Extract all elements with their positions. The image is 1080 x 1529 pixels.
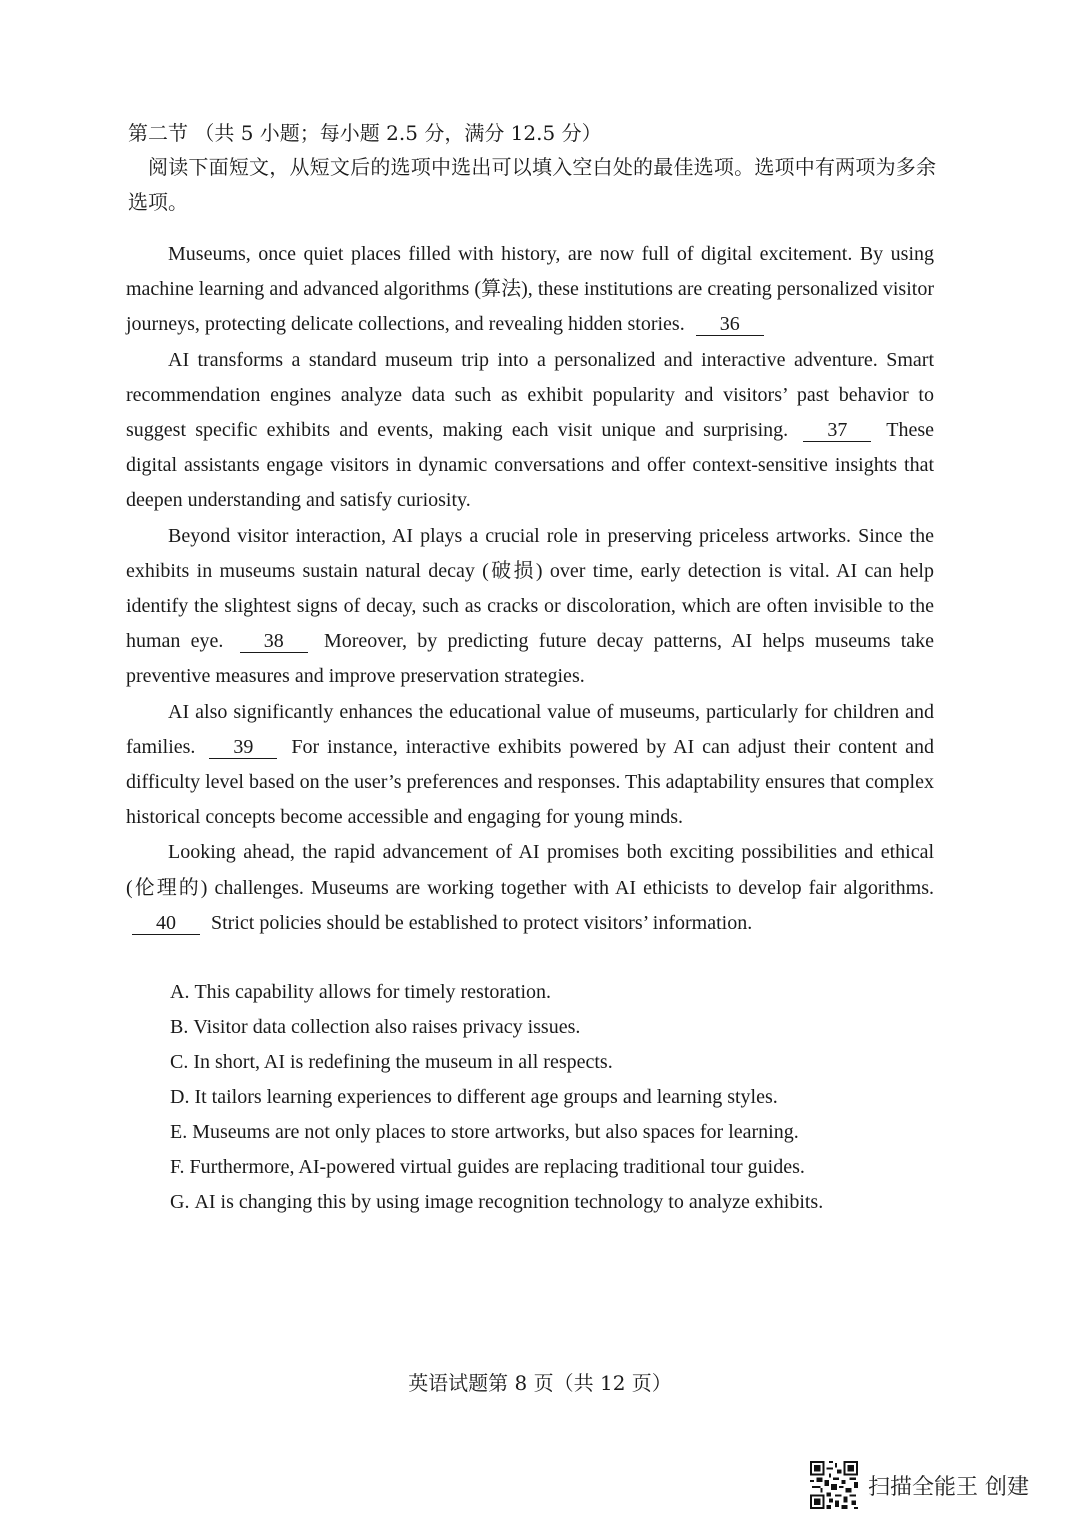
scanner-watermark bbox=[808, 1458, 1029, 1512]
option-letter: F. bbox=[170, 1156, 185, 1178]
reading-passage bbox=[126, 237, 934, 941]
answer-options bbox=[170, 975, 828, 1220]
option-text: AI is changing this by using image recognition technology to analyze exhibits. bbox=[194, 1191, 824, 1213]
blank-38: 38 bbox=[240, 630, 308, 653]
passage-paragraph-1 bbox=[126, 237, 934, 343]
option-d bbox=[170, 1080, 828, 1115]
section-instructions: 阅读下面短文，从短文后的选项中选出可以填入空白处的最佳选项。选项中有两项为多余选项。 bbox=[128, 155, 936, 214]
watermark-text: 扫描全能王 创建 bbox=[868, 1474, 1029, 1500]
paragraph-text: Looking ahead, the rapid advancement of AI promises both exciting possibilities and ethical (伦理的) challenges. Museums are working together with AI ethicists to develop fair algorithms. bbox=[126, 841, 934, 899]
option-text: This capability allows for timely restoration. bbox=[194, 981, 552, 1003]
blank-36: 36 bbox=[696, 313, 764, 336]
passage-paragraph-2 bbox=[126, 343, 934, 519]
option-letter: B. bbox=[170, 1016, 189, 1038]
option-letter: E. bbox=[170, 1121, 188, 1143]
page-footer: 英语试题第 8 页（共 12 页） bbox=[408, 1371, 672, 1395]
option-letter: C. bbox=[170, 1051, 189, 1073]
option-c bbox=[170, 1045, 828, 1080]
option-b bbox=[170, 1010, 828, 1045]
paragraph-text: These digital assistants engage visitors in dynamic conversations and offer context-sensitive insights that deepen understanding and satisfy curiosity. bbox=[126, 419, 935, 512]
paragraph-text: Moreover, by predicting future decay patterns, AI helps museums take preventive measures and improve preservation strategies. bbox=[126, 630, 935, 688]
blank-37: 37 bbox=[803, 419, 871, 442]
option-text: It tailors learning experiences to different age groups and learning styles. bbox=[194, 1086, 778, 1108]
passage-paragraph-3 bbox=[126, 519, 934, 695]
paragraph-text: Strict policies should be established to protect visitors’ information. bbox=[211, 911, 753, 934]
paragraph-text: Museums, once quiet places filled with history, are now full of digital excitement. By using machine learning and advanced algorithms (算法), these institutions are creating personalized visitor journeys, protecting delicate collections, and revealing hidden stories. bbox=[126, 243, 934, 336]
paragraph-text: Beyond visitor interaction, AI plays a crucial role in preserving priceless artworks. Since the exhibits in museums sustain natural decay (破损) over time, early detection is vital. AI can help identify the slightest signs of decay, such as cracks or discoloration, which are often invisible to the human eye. bbox=[126, 524, 934, 653]
blank-39: 39 bbox=[209, 736, 277, 759]
paragraph-text: AI also significantly enhances the educational value of museums, particularly for children and families. bbox=[126, 700, 934, 758]
section-title: 第二节 （共 5 小题；每小题 2.5 分，满分 12.5 分） bbox=[128, 121, 602, 145]
option-e bbox=[170, 1115, 828, 1150]
option-text: In short, AI is redefining the museum in all respects. bbox=[193, 1051, 613, 1073]
paragraph-text: AI transforms a standard museum trip into a personalized and interactive adventure. Smart recommendation engines analyze data such as exhibit popularity and visitors’ past behavior to suggest specific exhibits and events, making each visit unique and surprising. bbox=[126, 348, 934, 442]
option-letter: A. bbox=[170, 981, 190, 1003]
paragraph-text: For instance, interactive exhibits powered by AI can adjust their content and difficulty level based on the user’s preferences and responses. This adaptability ensures that complex historical concepts become accessible and engaging for young minds. bbox=[126, 735, 934, 829]
qr-code-icon bbox=[808, 1459, 860, 1511]
option-text: Visitor data collection also raises privacy issues. bbox=[193, 1016, 581, 1038]
blank-40: 40 bbox=[132, 912, 200, 935]
option-g bbox=[170, 1185, 828, 1220]
option-text: Museums are not only places to store artworks, but also spaces for learning. bbox=[192, 1121, 799, 1143]
option-letter: D. bbox=[170, 1086, 190, 1108]
option-f bbox=[170, 1150, 828, 1185]
passage-paragraph-5 bbox=[126, 835, 934, 941]
passage-paragraph-4 bbox=[126, 695, 934, 836]
option-letter: G. bbox=[170, 1191, 190, 1213]
option-a bbox=[170, 975, 828, 1010]
option-text: Furthermore, AI-powered virtual guides are replacing traditional tour guides. bbox=[189, 1156, 805, 1178]
